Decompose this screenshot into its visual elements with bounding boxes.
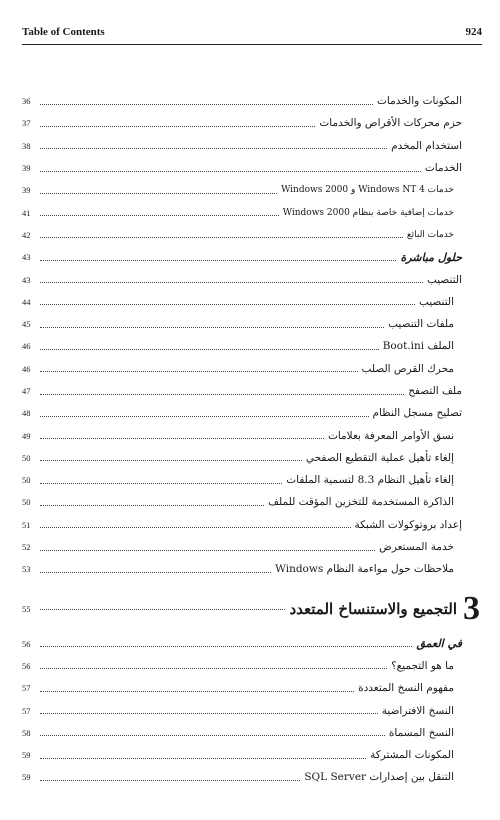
entry-label: التنصيب (418, 295, 454, 308)
toc-entry[interactable] (22, 313, 462, 335)
entry-label: خدمة المستعرض (379, 541, 454, 554)
toc-entry[interactable] (22, 224, 462, 246)
entry-label: النسخ الافتراضية (381, 704, 454, 717)
entry-page-number: 36 (22, 96, 31, 107)
entry-label: التنقل بين إصدارات SQL Server (304, 771, 454, 784)
leader-dots (40, 748, 366, 759)
entry-label: نسق الأوامر المعرفة بعلامات (327, 429, 454, 442)
entry-label: مفهوم النسخ المتعددة (358, 682, 454, 695)
entry-page-number: 59 (22, 750, 31, 761)
toc-entry[interactable] (22, 722, 462, 744)
leader-dots (40, 317, 384, 328)
entry-label: ملفات التنصيب (388, 318, 454, 331)
toc-entry[interactable] (22, 380, 462, 402)
leader-dots (40, 294, 415, 305)
entry-page-number: 48 (22, 408, 31, 419)
entry-page-number: 39 (22, 185, 31, 196)
entry-page-number: 59 (22, 772, 31, 783)
entry-label: استخدام المخدم (391, 139, 462, 152)
toc-entry[interactable] (22, 491, 462, 513)
leader-dots (40, 681, 354, 692)
entry-label: النسخ المسماة (388, 726, 454, 739)
leader-dots (40, 384, 404, 395)
leader-dots (40, 183, 277, 194)
leader-dots (40, 161, 421, 172)
entry-label: خدمات البائع (406, 229, 454, 240)
toc-entry[interactable] (22, 335, 462, 357)
entry-page-number: 45 (22, 319, 31, 330)
entry-label: إلغاء تأهيل النظام 8.3 لتسمية الملفات (286, 474, 454, 487)
toc-entry[interactable] (22, 291, 462, 313)
toc-entry[interactable] (22, 268, 462, 290)
toc-entry[interactable] (22, 424, 462, 446)
chapter-number: 3 (463, 589, 480, 627)
entry-page-number: 38 (22, 140, 31, 151)
entry-label: إلغاء تأهيل عملية التقطيع الصفحي (305, 451, 454, 464)
leader-dots (40, 116, 315, 127)
entry-page-number: 43 (22, 274, 31, 285)
entry-page-number: 52 (22, 542, 31, 553)
leader-dots (40, 250, 396, 261)
entry-label: خدمات Windows NT 4 و Windows 2000 (281, 185, 454, 196)
toc-entry[interactable] (22, 469, 462, 491)
leader-dots (40, 636, 412, 647)
page-header (22, 24, 482, 45)
entry-label: الذاكرة المستخدمة للتخزين المؤقت للملف (268, 496, 454, 509)
toc-entry[interactable] (22, 157, 462, 179)
entry-label: حزم محركات الأقراص والخدمات (319, 117, 462, 130)
entry-label: خدمات إضافية خاصة بنظام Windows 2000 (282, 207, 454, 218)
leader-dots (40, 428, 324, 439)
entry-page-number: 46 (22, 341, 31, 352)
toc-entry[interactable] (22, 402, 462, 424)
entry-label: المكونات والخدمات (377, 95, 462, 108)
toc-list (22, 90, 480, 789)
leader-dots (40, 725, 385, 736)
entry-page-number: 37 (22, 118, 31, 129)
entry-label: محرك القرص الصلب (361, 362, 454, 375)
toc-entry[interactable] (22, 744, 462, 766)
toc-entry[interactable] (22, 135, 462, 157)
entry-page-number: 51 (22, 519, 31, 530)
leader-dots (40, 770, 300, 781)
leader-dots (40, 339, 379, 350)
entry-label: الخدمات (424, 162, 462, 175)
toc-entry[interactable] (22, 766, 462, 788)
entry-page-number: 53 (22, 564, 31, 575)
entry-label: المكونات المشتركة (370, 749, 454, 762)
toc-entry[interactable] (22, 655, 462, 677)
leader-dots (40, 138, 387, 149)
entry-label: إعداد بروتوكولات الشبكة (354, 518, 462, 531)
leader-dots (40, 450, 302, 461)
entry-label: في العمق (416, 637, 462, 651)
leader-dots (40, 94, 373, 105)
entry-page-number: 50 (22, 475, 31, 486)
toc-entry[interactable] (22, 514, 462, 536)
entry-page-number: 43 (22, 252, 31, 263)
leader-dots (40, 599, 285, 610)
leader-dots (40, 272, 423, 283)
leader-dots (40, 495, 264, 506)
toc-entry[interactable] (22, 699, 462, 721)
toc-entry[interactable] (22, 179, 462, 201)
toc-entry[interactable] (22, 112, 462, 134)
leader-dots (40, 361, 358, 372)
chapter-page: 55 (22, 603, 31, 614)
toc-entry[interactable] (22, 90, 462, 112)
leader-dots (40, 517, 351, 528)
entry-page-number: 50 (22, 497, 31, 508)
toc-entry[interactable] (22, 558, 462, 580)
entry-label: التنصيب (426, 273, 462, 286)
entry-page-number: 58 (22, 727, 31, 738)
toc-section-a (22, 90, 462, 581)
entry-page-number: 39 (22, 163, 31, 174)
toc-entry[interactable] (22, 358, 462, 380)
entry-page-number: 57 (22, 705, 31, 716)
leader-dots (40, 562, 271, 573)
entry-page-number: 56 (22, 638, 31, 649)
toc-entry[interactable] (22, 246, 462, 268)
toc-entry[interactable] (22, 677, 462, 699)
toc-entry[interactable] (22, 201, 462, 223)
chapter-title: التجميع والاستنساخ المتعدد (289, 599, 457, 618)
entry-page-number: 42 (22, 229, 31, 240)
entry-label: تصليح مسجل النظام (372, 407, 462, 420)
leader-dots (40, 205, 279, 216)
running-title: Table of Contents (22, 26, 105, 38)
entry-page-number: 47 (22, 386, 31, 396)
leader-dots (40, 227, 403, 238)
entry-page-number: 46 (22, 363, 31, 374)
entry-page-number: 44 (22, 296, 31, 307)
leader-dots (40, 540, 375, 551)
leader-dots (40, 703, 378, 714)
entry-page-number: 57 (22, 683, 31, 694)
leader-dots (40, 658, 387, 669)
page-number: 924 (465, 26, 482, 38)
entry-label: ملاحظات حول مواءمة النظام Windows (275, 563, 454, 576)
chapter-heading[interactable] (22, 589, 480, 629)
entry-page-number: 41 (22, 207, 31, 218)
toc-section-b (22, 633, 462, 789)
entry-page-number: 50 (22, 452, 31, 463)
toc-entry[interactable] (22, 633, 462, 655)
entry-label: ملف التصفح (408, 385, 462, 397)
leader-dots (40, 406, 369, 417)
entry-label: حلول مباشرة (400, 250, 462, 264)
entry-label: ما هو التجميع؟ (391, 659, 454, 672)
toc-entry[interactable] (22, 447, 462, 469)
entry-label: الملف Boot.ini (382, 340, 454, 353)
toc-entry[interactable] (22, 536, 462, 558)
entry-page-number: 56 (22, 660, 31, 671)
leader-dots (40, 473, 282, 484)
entry-page-number: 49 (22, 430, 31, 441)
